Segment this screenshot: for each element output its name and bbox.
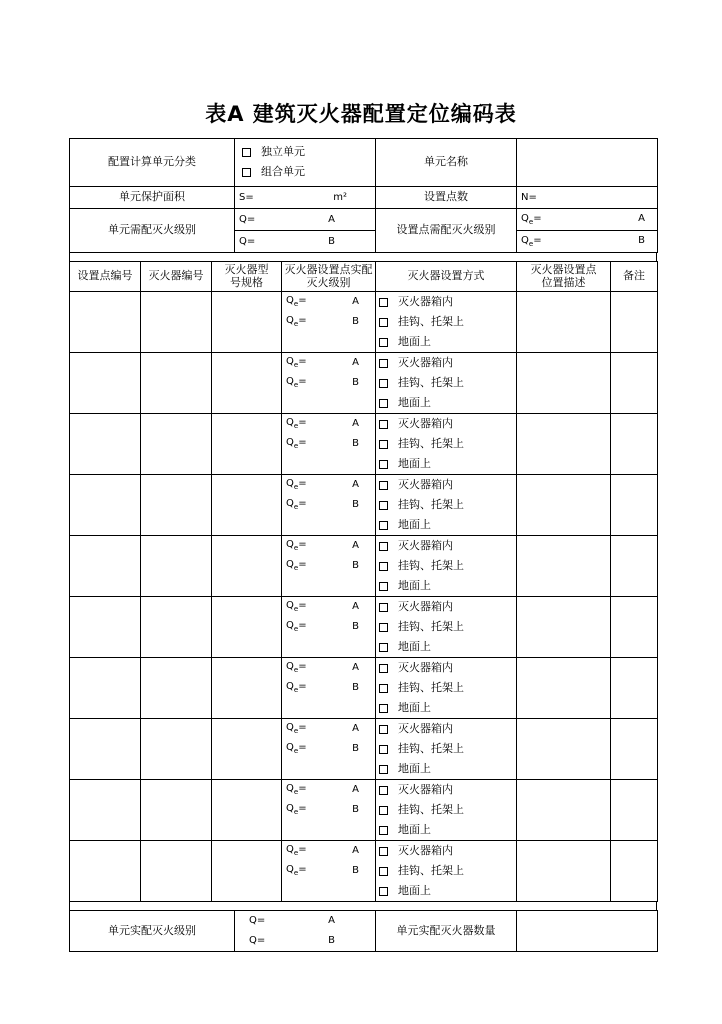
model-cell[interactable] [212, 292, 282, 353]
mounting-option[interactable] [376, 393, 516, 413]
qe-label: $Q_e=$ [286, 417, 307, 431]
model-cell[interactable] [212, 719, 282, 780]
actual-level-cell [282, 658, 376, 719]
point-count-label: 设置点数 [376, 187, 517, 209]
table-row [70, 780, 658, 841]
actual-level-line[interactable] [282, 739, 375, 759]
mounting-option[interactable] [376, 698, 516, 718]
level-b: B [328, 935, 335, 947]
location-cell[interactable] [517, 658, 611, 719]
actual-level-line[interactable] [282, 292, 375, 312]
mounting-option-label: 挂钩、托架上 [398, 680, 464, 694]
point-need-label: 设置点需配灭火级别 [376, 209, 517, 253]
point-no-cell[interactable] [70, 597, 141, 658]
checkbox-icon[interactable] [379, 867, 388, 876]
model-cell[interactable] [212, 475, 282, 536]
level-b: B [328, 235, 335, 247]
protect-area-field[interactable] [235, 187, 376, 209]
model-cell[interactable] [212, 658, 282, 719]
mounting-option-label: 挂钩、托架上 [398, 863, 464, 877]
model-cell[interactable] [212, 841, 282, 902]
actual-level-cell [282, 597, 376, 658]
mounting-option[interactable] [376, 820, 516, 840]
level-a: A [352, 845, 359, 857]
extinguisher-no-cell[interactable] [141, 353, 212, 414]
actual-level-line[interactable] [282, 434, 375, 454]
level-b: B [352, 621, 359, 633]
mounting-option[interactable] [376, 861, 516, 881]
location-cell[interactable] [517, 841, 611, 902]
point-no-cell[interactable] [70, 841, 141, 902]
qe-label: $Q_e=$ [286, 681, 307, 695]
point-count-field[interactable] [517, 187, 658, 209]
location-cell[interactable] [517, 780, 611, 841]
table-row [70, 658, 658, 719]
level-b: B [352, 804, 359, 816]
checkbox-icon[interactable] [379, 379, 388, 388]
extinguisher-no-cell[interactable] [141, 597, 212, 658]
checkbox-icon[interactable] [379, 501, 388, 510]
checkbox-icon[interactable] [242, 168, 251, 177]
q-label: Q= [249, 935, 266, 947]
mounting-option[interactable] [376, 617, 516, 637]
mounting-option-label: 灭火器箱内 [398, 538, 453, 552]
mounting-option[interactable] [376, 780, 516, 800]
checkbox-icon[interactable] [379, 765, 388, 774]
col-model: 灭火器型号规格 [212, 262, 282, 292]
option-combined[interactable] [239, 163, 375, 183]
checkbox-icon[interactable] [379, 806, 388, 815]
location-cell[interactable] [517, 536, 611, 597]
mounting-option-label: 灭火器箱内 [398, 721, 453, 735]
extinguisher-no-cell[interactable] [141, 780, 212, 841]
actual-level-cell [282, 536, 376, 597]
mounting-option-label: 地面上 [398, 334, 431, 348]
mounting-option[interactable] [376, 373, 516, 393]
mounting-option[interactable] [376, 312, 516, 332]
model-cell[interactable] [212, 414, 282, 475]
mounting-option[interactable] [376, 658, 516, 678]
area-prefix: S= [239, 191, 254, 203]
checkbox-icon[interactable] [379, 786, 388, 795]
point-count-prefix: N= [521, 192, 537, 204]
col-actual-level: 灭火器设置点实配灭火级别 [282, 262, 376, 292]
actual-level-cell [282, 780, 376, 841]
mounting-option-label: 灭火器箱内 [398, 477, 453, 491]
actual-level-line[interactable] [282, 414, 375, 434]
unit-class-options [235, 139, 376, 187]
qe-label: $Q_e=$ [286, 498, 307, 512]
actual-count-value[interactable] [517, 911, 658, 952]
level-a: A [328, 915, 335, 927]
actual-level-line[interactable] [282, 617, 375, 637]
mounting-option[interactable] [376, 637, 516, 657]
need-level-label: 单元需配灭火级别 [70, 209, 235, 253]
mounting-cell [376, 414, 517, 475]
mounting-option-label: 灭火器箱内 [398, 660, 453, 674]
remarks-cell[interactable] [611, 536, 658, 597]
mounting-option-label: 挂钩、托架上 [398, 619, 464, 633]
remarks-cell[interactable] [611, 292, 658, 353]
extinguisher-no-cell[interactable] [141, 719, 212, 780]
mounting-option[interactable] [376, 475, 516, 495]
q-label: Q= [249, 915, 266, 927]
actual-level-cell [282, 292, 376, 353]
mounting-option[interactable] [376, 434, 516, 454]
checkbox-icon[interactable] [379, 643, 388, 652]
level-b: B [352, 560, 359, 572]
remarks-cell[interactable] [611, 658, 658, 719]
level-b: B [352, 499, 359, 511]
mounting-option[interactable] [376, 556, 516, 576]
actual-level-line[interactable] [282, 475, 375, 495]
checkbox-icon[interactable] [379, 887, 388, 896]
page-title: 表A 建筑灭火器配置定位编码表 [205, 102, 517, 126]
actual-level-cell [282, 353, 376, 414]
unit-name-value[interactable] [517, 139, 658, 187]
model-cell[interactable] [212, 780, 282, 841]
level-a: A [352, 662, 359, 674]
actual-level-line[interactable] [282, 597, 375, 617]
remarks-cell[interactable] [611, 780, 658, 841]
point-no-cell[interactable] [70, 292, 141, 353]
point-need-a-field[interactable] [517, 209, 658, 231]
extinguisher-no-cell[interactable] [141, 536, 212, 597]
qe-label: $Q_e=$ [286, 559, 307, 573]
area-unit: m² [333, 191, 347, 203]
col-point-no: 设置点编号 [70, 262, 141, 292]
qe-label: $Q_e=$ [286, 661, 307, 675]
point-no-cell[interactable] [70, 353, 141, 414]
qe-label: $Q_e=$ [286, 295, 307, 309]
mounting-option-label: 地面上 [398, 883, 431, 897]
level-b: B [352, 377, 359, 389]
unit-info-table [69, 138, 658, 253]
checkbox-icon[interactable] [379, 542, 388, 551]
table-row [70, 536, 658, 597]
need-level-a-field[interactable] [235, 209, 376, 231]
actual-level-line[interactable] [282, 800, 375, 820]
mounting-option-label: 灭火器箱内 [398, 355, 453, 369]
actual-level-label: 单元实配灭火级别 [70, 911, 235, 952]
option-label: 独立单元 [261, 145, 305, 159]
qe-label: $Q_e=$ [286, 437, 307, 451]
qe-label: $Q_e=$ [286, 722, 307, 736]
form-table [69, 138, 657, 952]
mounting-option[interactable] [376, 739, 516, 759]
checkbox-icon[interactable] [379, 420, 388, 429]
mounting-option[interactable] [376, 292, 516, 312]
actual-level-line[interactable] [282, 658, 375, 678]
remarks-cell[interactable] [611, 414, 658, 475]
point-no-cell[interactable] [70, 719, 141, 780]
qe-label: $Q_e=$ [521, 212, 542, 226]
qe-label: $Q_e=$ [286, 742, 307, 756]
actual-level-cell [282, 841, 376, 902]
table-row [70, 292, 658, 353]
remarks-cell[interactable] [611, 841, 658, 902]
mounting-cell [376, 841, 517, 902]
checkbox-icon[interactable] [379, 298, 388, 307]
point-no-cell[interactable] [70, 536, 141, 597]
qe-label: $Q_e=$ [286, 803, 307, 817]
actual-level-cell [282, 475, 376, 536]
q-label: Q= [239, 235, 256, 247]
checkbox-icon[interactable] [242, 148, 251, 157]
table-row [70, 841, 658, 902]
mounting-option[interactable] [376, 800, 516, 820]
mounting-cell [376, 597, 517, 658]
checkbox-icon[interactable] [379, 847, 388, 856]
point-no-cell[interactable] [70, 475, 141, 536]
remarks-cell[interactable] [611, 353, 658, 414]
qe-label: $Q_e=$ [286, 620, 307, 634]
level-b: B [352, 865, 359, 877]
mounting-option[interactable] [376, 597, 516, 617]
mounting-cell [376, 353, 517, 414]
mounting-cell [376, 292, 517, 353]
mounting-option[interactable] [376, 881, 516, 901]
level-a: A [328, 213, 335, 225]
option-label: 组合单元 [261, 165, 305, 179]
mounting-option[interactable] [376, 414, 516, 434]
actual-level-line[interactable] [282, 556, 375, 576]
col-location: 灭火器设置点位置描述 [517, 262, 611, 292]
mounting-option-label: 地面上 [398, 761, 431, 775]
mounting-cell [376, 719, 517, 780]
level-a: A [352, 784, 359, 796]
point-need-b-field[interactable] [517, 231, 658, 253]
actual-level-field[interactable] [235, 911, 376, 952]
mounting-option[interactable] [376, 353, 516, 373]
actual-level-line[interactable] [282, 353, 375, 373]
checkbox-icon[interactable] [379, 440, 388, 449]
point-no-cell[interactable] [70, 658, 141, 719]
mounting-cell [376, 536, 517, 597]
mounting-option-label: 挂钩、托架上 [398, 741, 464, 755]
table-row [70, 597, 658, 658]
actual-level-line[interactable] [282, 495, 375, 515]
mounting-option-label: 挂钩、托架上 [398, 558, 464, 572]
checkbox-icon[interactable] [379, 481, 388, 490]
level-a: A [638, 212, 645, 224]
need-level-b-field[interactable] [235, 231, 376, 253]
point-no-cell[interactable] [70, 780, 141, 841]
extinguisher-no-cell[interactable] [141, 475, 212, 536]
mounting-option-label: 挂钩、托架上 [398, 314, 464, 328]
remarks-cell[interactable] [611, 719, 658, 780]
actual-level-line[interactable] [282, 780, 375, 800]
level-b: B [352, 682, 359, 694]
actual-level-line[interactable] [282, 861, 375, 881]
section-divider [69, 253, 657, 261]
level-a: A [352, 418, 359, 430]
location-cell[interactable] [517, 475, 611, 536]
checkbox-icon[interactable] [379, 359, 388, 368]
point-no-cell[interactable] [70, 414, 141, 475]
mounting-option-label: 地面上 [398, 639, 431, 653]
mounting-option-label: 灭火器箱内 [398, 294, 453, 308]
checkbox-icon[interactable] [379, 623, 388, 632]
remarks-cell[interactable] [611, 597, 658, 658]
checkbox-icon[interactable] [379, 399, 388, 408]
checkbox-icon[interactable] [379, 664, 388, 673]
actual-count-label: 单元实配灭火器数量 [376, 911, 517, 952]
table-row [70, 414, 658, 475]
actual-level-line[interactable] [282, 312, 375, 332]
mounting-option-label: 灭火器箱内 [398, 599, 453, 613]
qe-label: $Q_e=$ [286, 478, 307, 492]
mounting-option[interactable] [376, 495, 516, 515]
remarks-cell[interactable] [611, 475, 658, 536]
protect-area-label: 单元保护面积 [70, 187, 235, 209]
extinguisher-no-cell[interactable] [141, 658, 212, 719]
level-b: B [352, 438, 359, 450]
level-a: A [352, 601, 359, 613]
level-a: A [352, 296, 359, 308]
mounting-option[interactable] [376, 576, 516, 596]
mounting-option[interactable] [376, 841, 516, 861]
location-cell[interactable] [517, 414, 611, 475]
section-divider [69, 902, 657, 910]
qe-label: $Q_e=$ [286, 844, 307, 858]
location-cell[interactable] [517, 292, 611, 353]
mounting-option-label: 地面上 [398, 517, 431, 531]
unit-name-label: 单元名称 [376, 139, 517, 187]
mounting-option-label: 挂钩、托架上 [398, 375, 464, 389]
mounting-option-label: 挂钩、托架上 [398, 436, 464, 450]
level-b: B [352, 743, 359, 755]
mounting-option-label: 挂钩、托架上 [398, 802, 464, 816]
location-cell[interactable] [517, 353, 611, 414]
qe-label: $Q_e=$ [521, 234, 542, 248]
checkbox-icon[interactable] [379, 704, 388, 713]
qe-label: $Q_e=$ [286, 376, 307, 390]
mounting-option-label: 地面上 [398, 395, 431, 409]
level-a: A [352, 540, 359, 552]
qe-label: $Q_e=$ [286, 315, 307, 329]
model-cell[interactable] [212, 353, 282, 414]
level-a: A [352, 479, 359, 491]
level-a: A [352, 357, 359, 369]
mounting-option[interactable] [376, 678, 516, 698]
checkbox-icon[interactable] [379, 460, 388, 469]
mounting-option-label: 灭火器箱内 [398, 843, 453, 857]
qe-label: $Q_e=$ [286, 600, 307, 614]
checkbox-icon[interactable] [379, 338, 388, 347]
checkbox-icon[interactable] [379, 684, 388, 693]
extinguisher-no-cell[interactable] [141, 841, 212, 902]
checkbox-icon[interactable] [379, 521, 388, 530]
mounting-option[interactable] [376, 719, 516, 739]
checkbox-icon[interactable] [379, 725, 388, 734]
mounting-option-label: 灭火器箱内 [398, 416, 453, 430]
actual-level-line[interactable] [282, 373, 375, 393]
actual-level-line[interactable] [282, 678, 375, 698]
mounting-option[interactable] [376, 332, 516, 352]
unit-class-label: 配置计算单元分类 [70, 139, 235, 187]
mounting-option-label: 挂钩、托架上 [398, 497, 464, 511]
col-remarks: 备注 [611, 262, 658, 292]
mounting-cell [376, 475, 517, 536]
mounting-option[interactable] [376, 515, 516, 535]
level-b: B [352, 316, 359, 328]
actual-level-line[interactable] [282, 719, 375, 739]
actual-level-line[interactable] [282, 841, 375, 861]
option-independent[interactable] [239, 143, 375, 163]
mounting-cell [376, 780, 517, 841]
column-header-row [70, 262, 658, 292]
summary-table [69, 910, 658, 952]
mounting-option-label: 地面上 [398, 822, 431, 836]
extinguisher-no-cell[interactable] [141, 292, 212, 353]
mounting-option-label: 灭火器箱内 [398, 782, 453, 796]
mounting-option-label: 地面上 [398, 456, 431, 470]
level-b: B [638, 234, 645, 246]
mounting-cell [376, 658, 517, 719]
qe-label: $Q_e=$ [286, 783, 307, 797]
model-cell[interactable] [212, 536, 282, 597]
table-row [70, 353, 658, 414]
actual-level-cell [282, 719, 376, 780]
placement-rows [70, 292, 658, 902]
mounting-option[interactable] [376, 536, 516, 556]
extinguisher-no-cell[interactable] [141, 414, 212, 475]
model-cell[interactable] [212, 597, 282, 658]
mounting-option[interactable] [376, 759, 516, 779]
col-mounting: 灭火器设置方式 [376, 262, 517, 292]
qe-label: $Q_e=$ [286, 864, 307, 878]
location-cell[interactable] [517, 597, 611, 658]
checkbox-icon[interactable] [379, 582, 388, 591]
q-label: Q= [239, 213, 256, 225]
mounting-option[interactable] [376, 454, 516, 474]
mounting-option-label: 地面上 [398, 578, 431, 592]
qe-label: $Q_e=$ [286, 539, 307, 553]
checkbox-icon[interactable] [379, 826, 388, 835]
qe-label: $Q_e=$ [286, 356, 307, 370]
table-row [70, 719, 658, 780]
table-row [70, 475, 658, 536]
checkbox-icon[interactable] [379, 318, 388, 327]
placement-table [69, 261, 658, 902]
checkbox-icon[interactable] [379, 603, 388, 612]
mounting-option-label: 地面上 [398, 700, 431, 714]
checkbox-icon[interactable] [379, 745, 388, 754]
col-extinguisher-no: 灭火器编号 [141, 262, 212, 292]
checkbox-icon[interactable] [379, 562, 388, 571]
actual-level-cell [282, 414, 376, 475]
location-cell[interactable] [517, 719, 611, 780]
level-a: A [352, 723, 359, 735]
actual-level-line[interactable] [282, 536, 375, 556]
